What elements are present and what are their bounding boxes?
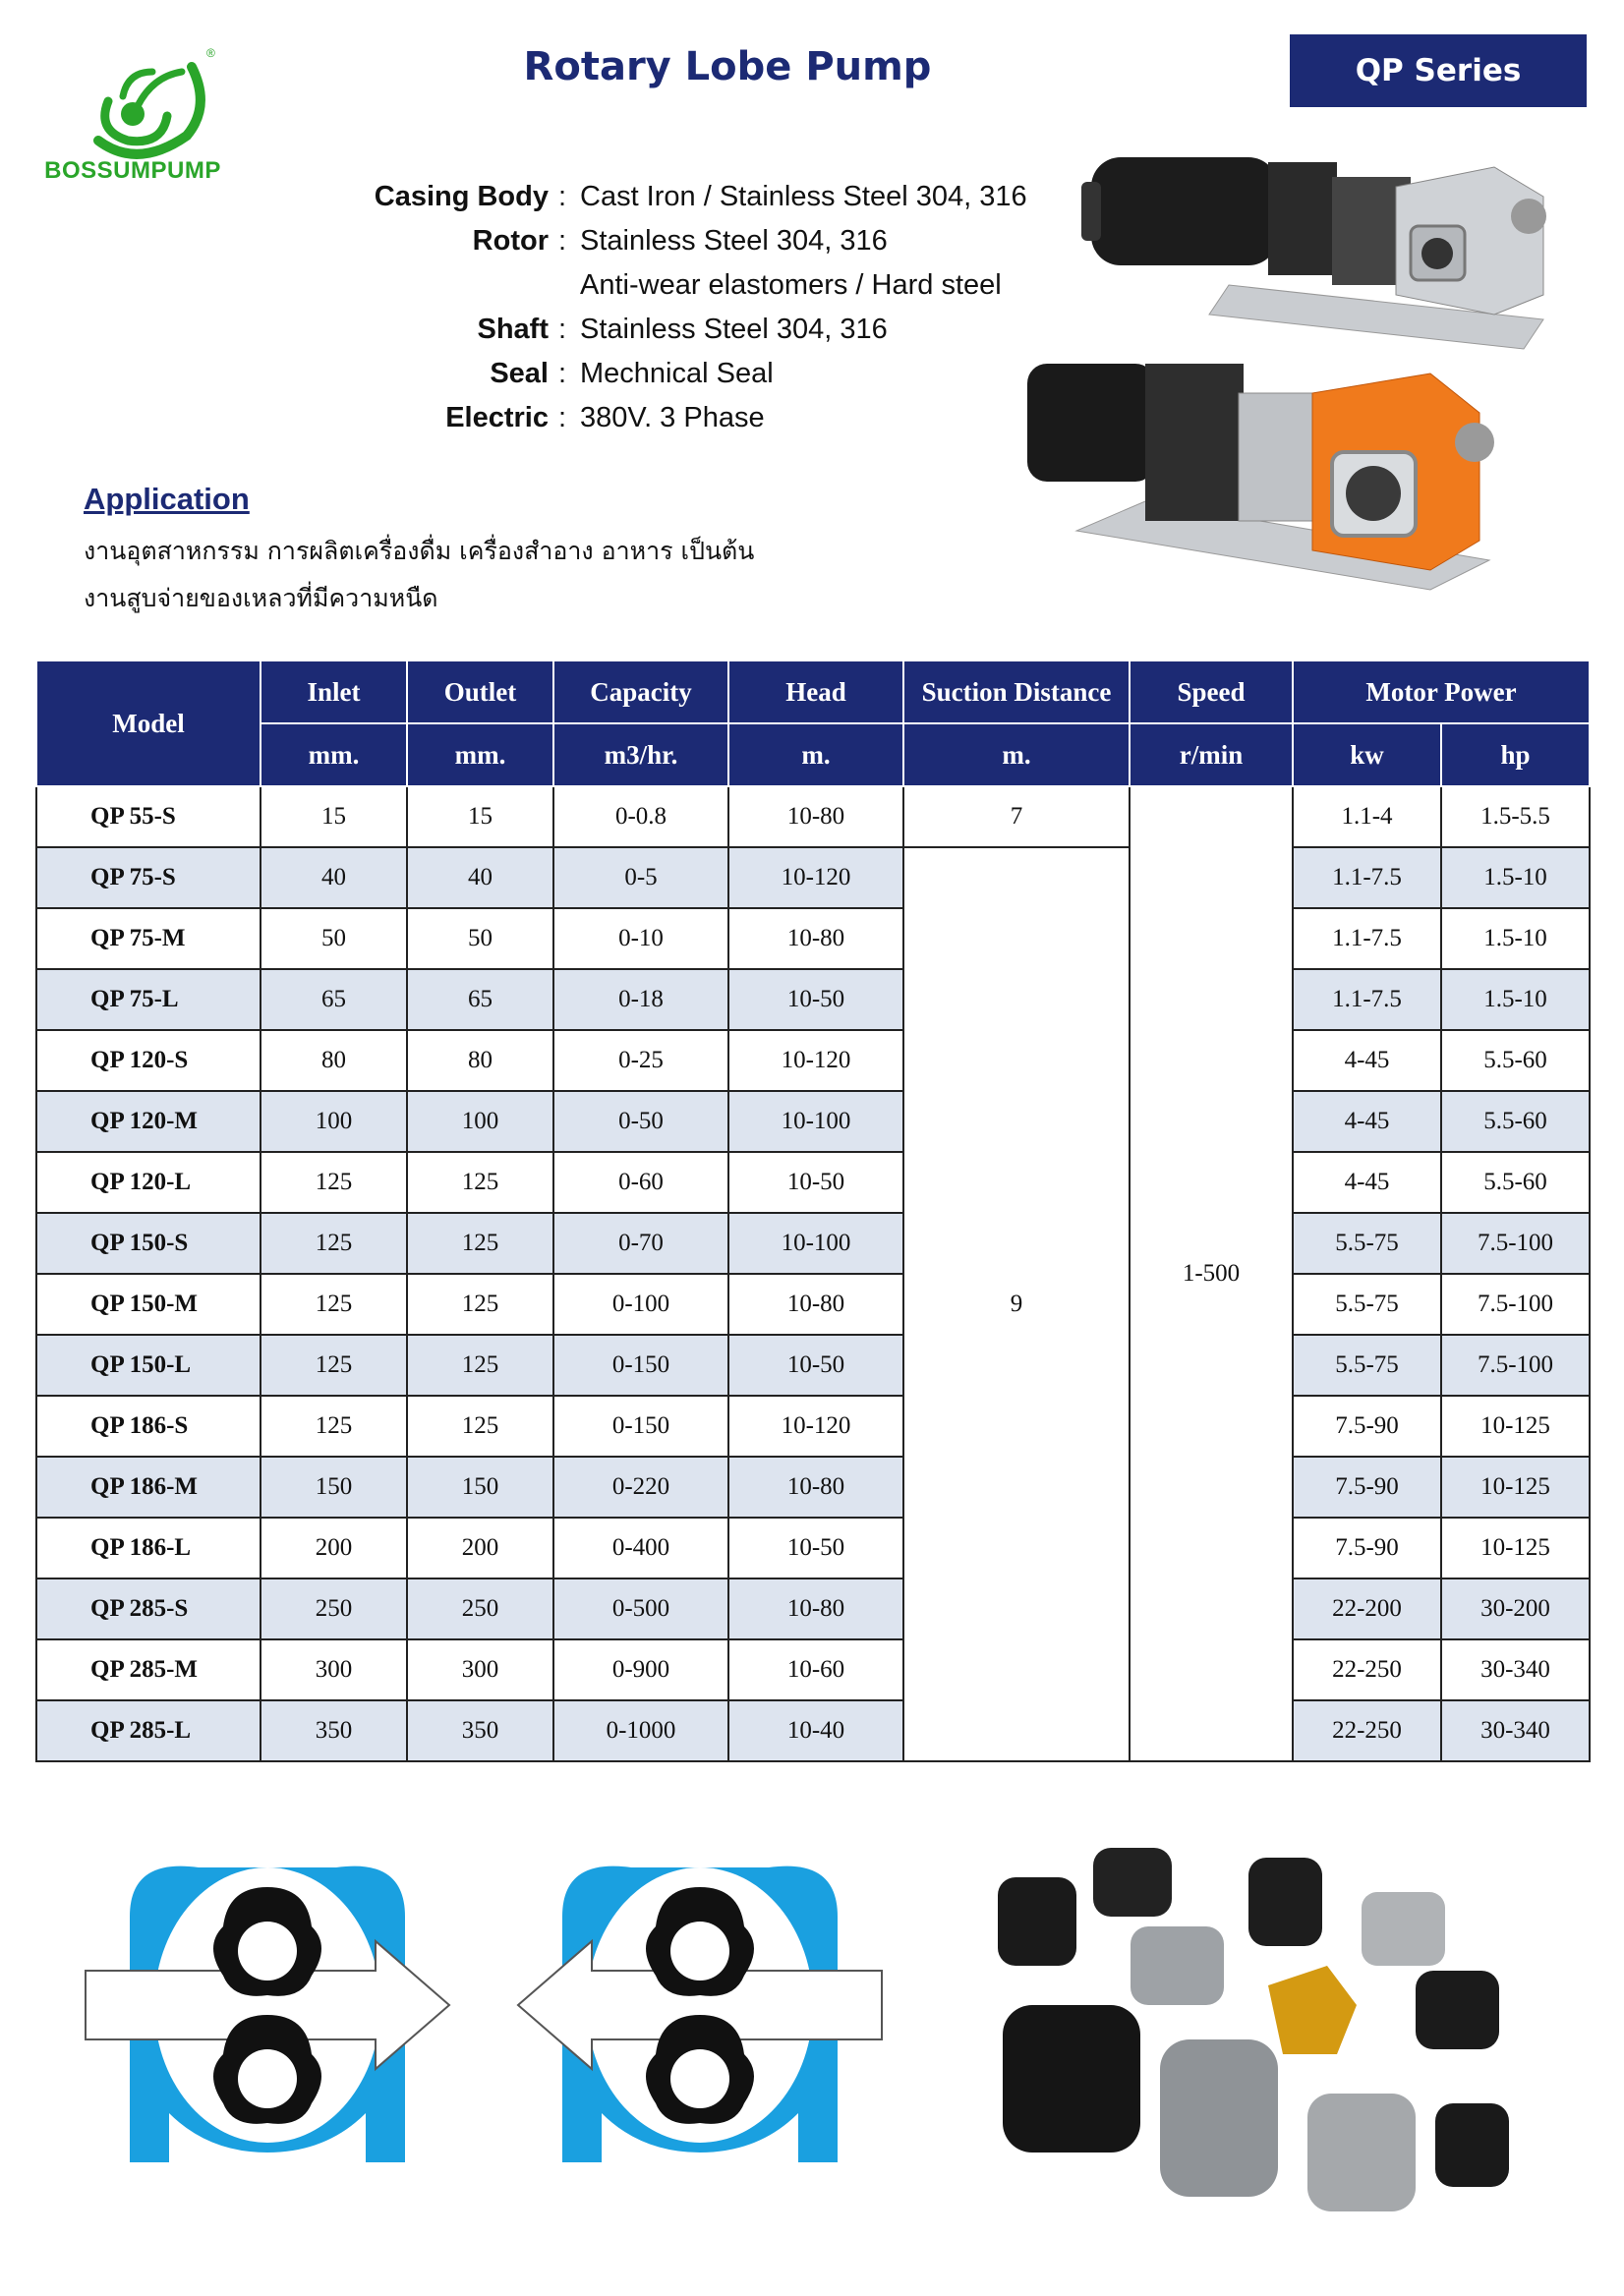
cell-capacity: 0-0.8: [553, 786, 728, 847]
cell-hp: 7.5-100: [1441, 1213, 1590, 1274]
cell-capacity: 0-50: [553, 1091, 728, 1152]
cell-kw: 7.5-90: [1293, 1518, 1441, 1578]
cell-model: QP 186-L: [36, 1518, 261, 1578]
spec-row-shaft: [295, 308, 1027, 352]
cell-inlet: 125: [261, 1396, 407, 1457]
cell-head: 10-120: [728, 1030, 903, 1091]
spec-colon: :: [558, 181, 567, 212]
cell-hp: 30-340: [1441, 1700, 1590, 1761]
cell-capacity: 0-500: [553, 1578, 728, 1639]
logo-text: BOSSUMPUMP: [44, 157, 221, 184]
cell-capacity: 0-900: [553, 1639, 728, 1700]
spec-colon: :: [558, 225, 567, 257]
spec-key: Electric: [445, 402, 549, 433]
cell-inlet: 100: [261, 1091, 407, 1152]
cell-outlet: 50: [407, 908, 553, 969]
header-suction: Suction Distance: [903, 660, 1130, 723]
spec-value: Cast Iron / Stainless Steel 304, 316: [580, 181, 1027, 212]
cell-outlet: 100: [407, 1091, 553, 1152]
spec-value: Stainless Steel 304, 316: [580, 225, 888, 257]
application-title: Application: [84, 482, 250, 516]
cell-kw: 5.5-75: [1293, 1335, 1441, 1396]
table-row: [36, 908, 1590, 969]
unit-speed: r/min: [1130, 723, 1293, 786]
cell-hp: 1.5-5.5: [1441, 786, 1590, 847]
cell-capacity: 0-220: [553, 1457, 728, 1518]
cell-inlet: 65: [261, 969, 407, 1030]
cell-model: QP 120-L: [36, 1152, 261, 1213]
cell-hp: 5.5-60: [1441, 1091, 1590, 1152]
svg-text:®: ®: [206, 46, 215, 60]
cell-model: QP 186-M: [36, 1457, 261, 1518]
cell-capacity: 0-10: [553, 908, 728, 969]
spec-value: Anti-wear elastomers / Hard steel: [580, 269, 1002, 301]
cell-inlet: 300: [261, 1639, 407, 1700]
cell-outlet: 125: [407, 1152, 553, 1213]
cell-capacity: 0-100: [553, 1274, 728, 1335]
spec-key: Shaft: [477, 314, 549, 345]
header-speed: Speed: [1130, 660, 1293, 723]
cell-head: 10-80: [728, 1274, 903, 1335]
cell-hp: 10-125: [1441, 1457, 1590, 1518]
cell-inlet: 250: [261, 1578, 407, 1639]
cell-inlet: 125: [261, 1335, 407, 1396]
cell-model: QP 150-S: [36, 1213, 261, 1274]
cell-head: 10-120: [728, 847, 903, 908]
cell-suction: 9: [903, 847, 1130, 1761]
header-inlet: Inlet: [261, 660, 407, 723]
cell-outlet: 15: [407, 786, 553, 847]
spec-row-casing: [295, 175, 1027, 219]
cell-speed: 1-500: [1130, 786, 1293, 1761]
cell-capacity: 0-70: [553, 1213, 728, 1274]
cell-capacity: 0-400: [553, 1518, 728, 1578]
cell-head: 10-50: [728, 1335, 903, 1396]
table-row: [36, 1030, 1590, 1091]
spec-colon-blank: [558, 263, 572, 308]
cell-inlet: 50: [261, 908, 407, 969]
cell-hp: 7.5-100: [1441, 1335, 1590, 1396]
cell-kw: 4-45: [1293, 1030, 1441, 1091]
cell-kw: 5.5-75: [1293, 1274, 1441, 1335]
cell-head: 10-60: [728, 1639, 903, 1700]
unit-inlet: mm.: [261, 723, 407, 786]
spec-colon: :: [558, 402, 567, 433]
cell-inlet: 150: [261, 1457, 407, 1518]
lobe-flow-diagram-right: [81, 1858, 454, 2182]
cell-kw: 4-45: [1293, 1152, 1441, 1213]
cell-outlet: 125: [407, 1396, 553, 1457]
cell-suction: 7: [903, 786, 1130, 847]
cell-outlet: 300: [407, 1639, 553, 1700]
cell-outlet: 40: [407, 847, 553, 908]
cell-inlet: 125: [261, 1152, 407, 1213]
cell-model: QP 285-L: [36, 1700, 261, 1761]
spec-row-seal: [295, 352, 1027, 396]
cell-hp: 7.5-100: [1441, 1274, 1590, 1335]
application-line: งานอุตสาหกรรม การผลิตเครื่องดื่ม เครื่องสำอาง อาหาร เป็นต้น: [84, 537, 755, 565]
spec-key: Rotor: [472, 225, 549, 257]
spec-row-rotor: [295, 219, 1027, 263]
unit-hp: hp: [1441, 723, 1590, 786]
unit-head: m.: [728, 723, 903, 786]
cell-kw: 7.5-90: [1293, 1396, 1441, 1457]
cell-head: 10-100: [728, 1213, 903, 1274]
cell-head: 10-80: [728, 908, 903, 969]
lobe-flow-diagram-left: [513, 1858, 887, 2182]
table-row: [36, 847, 1590, 908]
cell-head: 10-120: [728, 1396, 903, 1457]
cell-kw: 1.1-7.5: [1293, 847, 1441, 908]
cell-outlet: 200: [407, 1518, 553, 1578]
table-row: [36, 1457, 1590, 1518]
page-title: Rotary Lobe Pump: [523, 44, 932, 89]
spec-key: Casing Body: [374, 181, 549, 212]
cell-hp: 10-125: [1441, 1518, 1590, 1578]
cell-inlet: 80: [261, 1030, 407, 1091]
table-row: [36, 1700, 1590, 1761]
spec-value: Stainless Steel 304, 316: [580, 314, 888, 345]
cell-inlet: 125: [261, 1274, 407, 1335]
table-row: [36, 1152, 1590, 1213]
header-head: Head: [728, 660, 903, 723]
cell-kw: 4-45: [1293, 1091, 1441, 1152]
cell-outlet: 150: [407, 1457, 553, 1518]
pump-photo-orange: [1017, 334, 1524, 619]
cell-kw: 1.1-4: [1293, 786, 1441, 847]
cell-model: QP 120-S: [36, 1030, 261, 1091]
cell-hp: 30-200: [1441, 1578, 1590, 1639]
cell-capacity: 0-25: [553, 1030, 728, 1091]
application-lines: [84, 528, 754, 622]
cell-head: 10-50: [728, 1518, 903, 1578]
table-row: [36, 1274, 1590, 1335]
table-row: [36, 786, 1590, 847]
table-row: [36, 1396, 1590, 1457]
table-row: [36, 1518, 1590, 1578]
cell-hp: 30-340: [1441, 1639, 1590, 1700]
cell-inlet: 350: [261, 1700, 407, 1761]
cell-outlet: 65: [407, 969, 553, 1030]
cell-head: 10-80: [728, 1578, 903, 1639]
cell-model: QP 120-M: [36, 1091, 261, 1152]
cell-head: 10-100: [728, 1091, 903, 1152]
cell-capacity: 0-1000: [553, 1700, 728, 1761]
table-row: [36, 1091, 1590, 1152]
cell-head: 10-40: [728, 1700, 903, 1761]
header-model: Model: [36, 660, 261, 786]
cell-model: QP 285-M: [36, 1639, 261, 1700]
rotor-lobes-photo: [983, 1838, 1534, 2231]
cell-hp: 1.5-10: [1441, 847, 1590, 908]
cell-outlet: 125: [407, 1213, 553, 1274]
spec-row-electric: [295, 396, 1027, 440]
cell-outlet: 80: [407, 1030, 553, 1091]
application-line: งานสูบจ่ายของเหลวที่มีความหนืด: [84, 584, 438, 612]
cell-capacity: 0-5: [553, 847, 728, 908]
unit-outlet: mm.: [407, 723, 553, 786]
cell-model: QP 150-M: [36, 1274, 261, 1335]
spec-key: Seal: [490, 358, 549, 389]
spec-table: [35, 660, 1591, 1762]
cell-outlet: 250: [407, 1578, 553, 1639]
cell-kw: 22-200: [1293, 1578, 1441, 1639]
spec-list: [295, 175, 1027, 440]
cell-inlet: 40: [261, 847, 407, 908]
cell-capacity: 0-150: [553, 1396, 728, 1457]
cell-kw: 1.1-7.5: [1293, 969, 1441, 1030]
spec-key: [295, 263, 558, 308]
unit-kw: kw: [1293, 723, 1441, 786]
spec-value: 380V. 3 Phase: [580, 402, 765, 433]
table-row: [36, 1639, 1590, 1700]
header-outlet: Outlet: [407, 660, 553, 723]
cell-hp: 1.5-10: [1441, 969, 1590, 1030]
cell-hp: 5.5-60: [1441, 1030, 1590, 1091]
cell-hp: 1.5-10: [1441, 908, 1590, 969]
spec-row-rotor-cont: [295, 263, 1027, 308]
series-badge: QP Series: [1290, 34, 1587, 107]
cell-kw: 1.1-7.5: [1293, 908, 1441, 969]
table-row: [36, 1578, 1590, 1639]
cell-inlet: 200: [261, 1518, 407, 1578]
cell-hp: 10-125: [1441, 1396, 1590, 1457]
spec-value: Mechnical Seal: [580, 358, 774, 389]
cell-model: QP 150-L: [36, 1335, 261, 1396]
cell-kw: 22-250: [1293, 1639, 1441, 1700]
unit-suction: m.: [903, 723, 1130, 786]
cell-head: 10-50: [728, 969, 903, 1030]
cell-capacity: 0-150: [553, 1335, 728, 1396]
cell-outlet: 125: [407, 1335, 553, 1396]
cell-inlet: 15: [261, 786, 407, 847]
unit-capacity: m3/hr.: [553, 723, 728, 786]
table-row: [36, 1213, 1590, 1274]
cell-outlet: 125: [407, 1274, 553, 1335]
header-motor: Motor Power: [1293, 660, 1590, 723]
spec-colon: :: [558, 314, 567, 345]
pump-photo-silver: [1081, 138, 1573, 359]
cell-model: QP 75-L: [36, 969, 261, 1030]
header-capacity: Capacity: [553, 660, 728, 723]
cell-model: QP 75-S: [36, 847, 261, 908]
cell-kw: 5.5-75: [1293, 1213, 1441, 1274]
table-row: [36, 1335, 1590, 1396]
cell-head: 10-80: [728, 1457, 903, 1518]
spec-colon: :: [558, 358, 567, 389]
cell-model: QP 285-S: [36, 1578, 261, 1639]
cell-model: QP 186-S: [36, 1396, 261, 1457]
cell-capacity: 0-60: [553, 1152, 728, 1213]
cell-kw: 7.5-90: [1293, 1457, 1441, 1518]
cell-model: QP 75-M: [36, 908, 261, 969]
cell-inlet: 125: [261, 1213, 407, 1274]
cell-outlet: 350: [407, 1700, 553, 1761]
cell-head: 10-80: [728, 786, 903, 847]
cell-hp: 5.5-60: [1441, 1152, 1590, 1213]
cell-capacity: 0-18: [553, 969, 728, 1030]
cell-model: QP 55-S: [36, 786, 261, 847]
cell-kw: 22-250: [1293, 1700, 1441, 1761]
cell-head: 10-50: [728, 1152, 903, 1213]
table-row: [36, 969, 1590, 1030]
